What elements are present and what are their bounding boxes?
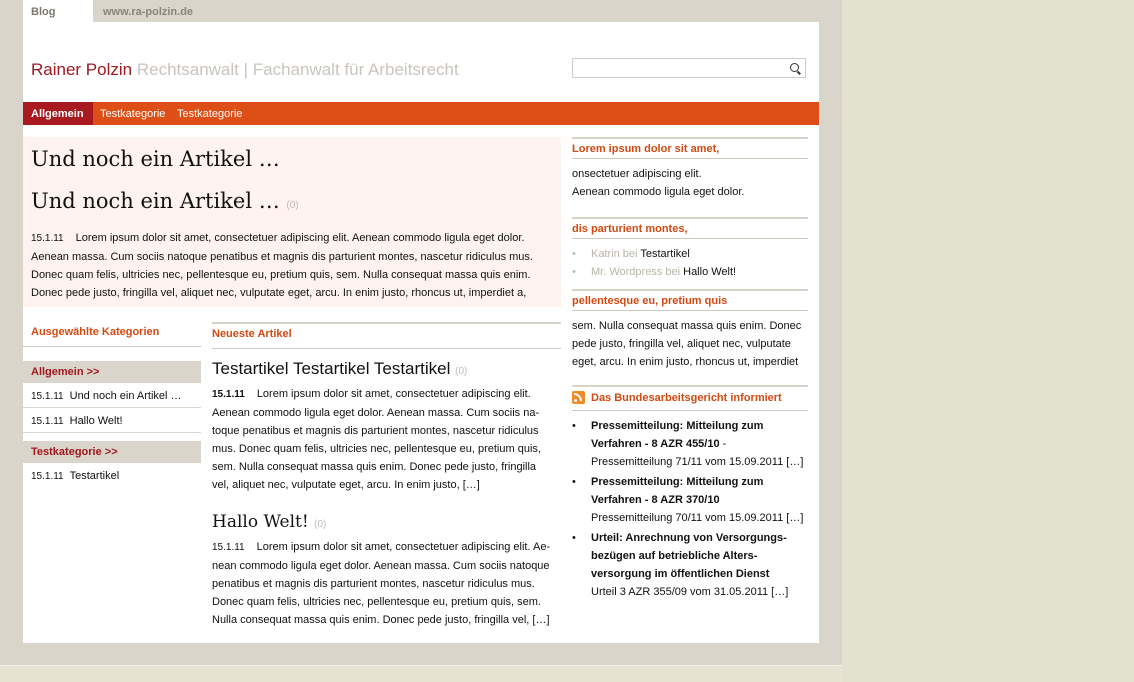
- item-link[interactable]: Und noch ein Artikel …: [69, 390, 182, 402]
- widget-line: pede justo, fringilla vel, aliquet nec, vulputate: [572, 338, 791, 350]
- widget-title: dis parturient montes,: [572, 217, 808, 239]
- feed-item-title[interactable]: Urteil: Anrechnung von Versorgungs-: [591, 532, 787, 544]
- feed-item-title[interactable]: versorgung im öffentlichen Dienst: [591, 568, 770, 580]
- widget-line: eget, arcu. In enim justo, rhoncus ut, imperdiet: [572, 356, 799, 368]
- tab-blog[interactable]: Blog: [23, 0, 93, 22]
- nav-item-allgemein[interactable]: Allgemein: [23, 102, 93, 125]
- widget-title: pellentesque eu, pretium quis: [572, 289, 808, 311]
- excerpt-line: Nulla consequat massa quis enim. Donec pede justo, fringilla vel, […]: [212, 614, 550, 626]
- feed-item-separator: -: [719, 438, 727, 450]
- comment-post-link[interactable]: Testartikel: [640, 248, 690, 260]
- widget-title: Lorem ipsum dolor sit amet,: [572, 137, 808, 159]
- recent-comments: [572, 239, 808, 281]
- feed-item-title[interactable]: Verfahren - 8 AZR 455/10: [591, 438, 720, 450]
- item-date: 15.1.11: [31, 416, 64, 427]
- article-title-text[interactable]: Hallo Welt!: [212, 512, 309, 532]
- widget-line: onsectetuer adipiscing elit.: [572, 168, 702, 180]
- item-link[interactable]: Hallo Welt!: [69, 415, 123, 427]
- article-title-text[interactable]: Testartikel Testartikel Testartikel: [212, 359, 451, 378]
- page-container: [23, 22, 819, 643]
- excerpt-line: Donec quam felis, ultricies nec, pellentesque eu, pretium quis, sem. Nulla consequat massa quis enim.: [31, 269, 531, 281]
- excerpt-line: Lorem ipsum dolor sit amet, consectetuer adipiscing elit.: [256, 388, 531, 400]
- featured-heading[interactable]: Und noch ein Artikel …: [31, 147, 280, 171]
- excerpt-line: nean commodo ligula eget dolor. Aenean massa. Cum sociis natoque: [212, 560, 550, 572]
- widget-line: sem. Nulla consequat massa quis enim. Donec: [572, 320, 802, 332]
- category-head-testkategorie[interactable]: Testkategorie >>: [23, 441, 201, 463]
- post-date: 15.1.11: [31, 233, 64, 244]
- featured-title[interactable]: [31, 189, 299, 213]
- article-title[interactable]: [212, 512, 561, 532]
- brand-subtitle: Rechtsanwalt | Fachanwalt für Arbeitsrecht: [132, 60, 459, 79]
- excerpt-line: mus. Donec quam felis, ultricies nec, pellentesque eu, pretium quis,: [212, 443, 541, 455]
- excerpt-line: vel, aliquet nec, vulputate eget, arcu. In enim justo, […]: [212, 479, 480, 491]
- excerpt-line: Lorem ipsum dolor sit amet, consectetuer adipiscing elit. Ae-: [256, 541, 551, 553]
- post-date: 15.1.11: [212, 389, 245, 400]
- featured-article: [23, 137, 561, 307]
- item-link[interactable]: Testartikel: [69, 470, 120, 482]
- nav-item-testkategorie-1[interactable]: Testkategorie: [100, 108, 166, 120]
- comment-post-link[interactable]: Hallo Welt!: [683, 266, 737, 278]
- site-logo[interactable]: [31, 60, 459, 80]
- feed-item[interactable]: [572, 417, 808, 471]
- footer-strip: [0, 665, 842, 682]
- latest-title: Neueste Artikel: [212, 322, 561, 349]
- sidebar-title: Ausgewählte Kategorien: [23, 322, 201, 347]
- excerpt-line: penatibus et magnis dis parturient montes, nascetur ridiculus mus.: [212, 578, 535, 590]
- feed-item-title[interactable]: Pressemitteilung: Mitteilung zum: [591, 420, 764, 432]
- right-sidebar: [572, 137, 808, 601]
- feed-item-title[interactable]: Verfahren - 8 AZR 370/10: [591, 494, 720, 506]
- nav-item-testkategorie-2[interactable]: Testkategorie: [177, 108, 243, 120]
- list-item[interactable]: [23, 408, 201, 433]
- rss-icon: [572, 391, 585, 404]
- comment-item[interactable]: [572, 263, 808, 281]
- widget-text: [572, 311, 808, 371]
- rss-feed-title[interactable]: [572, 385, 808, 411]
- comment-author: Mr. Wordpress bei: [591, 266, 681, 278]
- comment-count[interactable]: (0): [286, 200, 299, 211]
- feed-list: [572, 411, 808, 601]
- excerpt-line: toque penatibus et magnis dis parturient montes, nascetur ridiculus: [212, 425, 539, 437]
- widget-text: [572, 159, 808, 201]
- comment-item[interactable]: [572, 245, 808, 263]
- feed-title-text[interactable]: Das Bundesarbeitsgericht informiert: [591, 392, 782, 404]
- brand-name: Rainer Polzin: [31, 60, 133, 79]
- category-sidebar: [23, 322, 201, 487]
- excerpt-line: Aenean commodo ligula eget dolor. Aenean massa. Cum sociis na-: [212, 407, 540, 419]
- feed-item-summary: Pressemitteilung 70/11 vom 15.09.2011 […]: [591, 512, 804, 524]
- featured-title-text[interactable]: Und noch ein Artikel …: [31, 189, 280, 213]
- list-item[interactable]: [23, 463, 201, 487]
- comment-count[interactable]: (0): [314, 519, 327, 530]
- widget-line: Aenean commodo ligula eget dolor.: [572, 186, 745, 198]
- latest-articles: [212, 322, 561, 629]
- article-excerpt: [212, 538, 561, 629]
- item-date: 15.1.11: [31, 471, 64, 482]
- feed-item[interactable]: [572, 473, 808, 527]
- post-date: 15.1.11: [212, 542, 245, 553]
- excerpt-line: Donec quam felis, ultricies nec, pellentesque eu, pretium quis, sem.: [212, 596, 541, 608]
- excerpt-line: sem. Nulla consequat massa quis enim. Donec pede justo, fringilla: [212, 461, 537, 473]
- feed-item-title[interactable]: Pressemitteilung: Mitteilung zum: [591, 476, 764, 488]
- featured-excerpt: [31, 229, 551, 302]
- feed-item-summary: Pressemitteilung 71/11 vom 15.09.2011 […]: [591, 456, 804, 468]
- search-input[interactable]: [572, 58, 806, 78]
- category-head-allgemein[interactable]: Allgemein >>: [23, 361, 201, 383]
- excerpt-line: Lorem ipsum dolor sit amet, consectetuer adipiscing elit. Aenean commodo ligula eget dolor.: [75, 232, 525, 244]
- main-navigation: [23, 102, 819, 125]
- feed-item-title[interactable]: bezügen auf betriebliche Alters-: [591, 550, 758, 562]
- comment-author: Katrin bei: [591, 248, 638, 260]
- comment-count[interactable]: (0): [455, 366, 468, 377]
- item-date: 15.1.11: [31, 391, 64, 402]
- article-title[interactable]: [212, 359, 561, 379]
- search-icon[interactable]: [790, 63, 799, 72]
- feed-item-summary: Urteil 3 AZR 355/09 vom 31.05.2011 […]: [591, 586, 789, 598]
- tab-website[interactable]: www.ra-polzin.de: [103, 6, 194, 18]
- feed-item[interactable]: [572, 529, 808, 601]
- excerpt-line: Aenean massa. Cum sociis natoque penatibus et magnis dis parturient montes, nascetur ridiculus mus.: [31, 251, 533, 263]
- excerpt-line: Donec pede justo, fringilla vel, aliquet nec, vulputate eget, arcu. In enim justo, rhoncus ut, imperdiet a,: [31, 287, 527, 299]
- article-excerpt: [212, 385, 561, 494]
- list-item[interactable]: [23, 383, 201, 408]
